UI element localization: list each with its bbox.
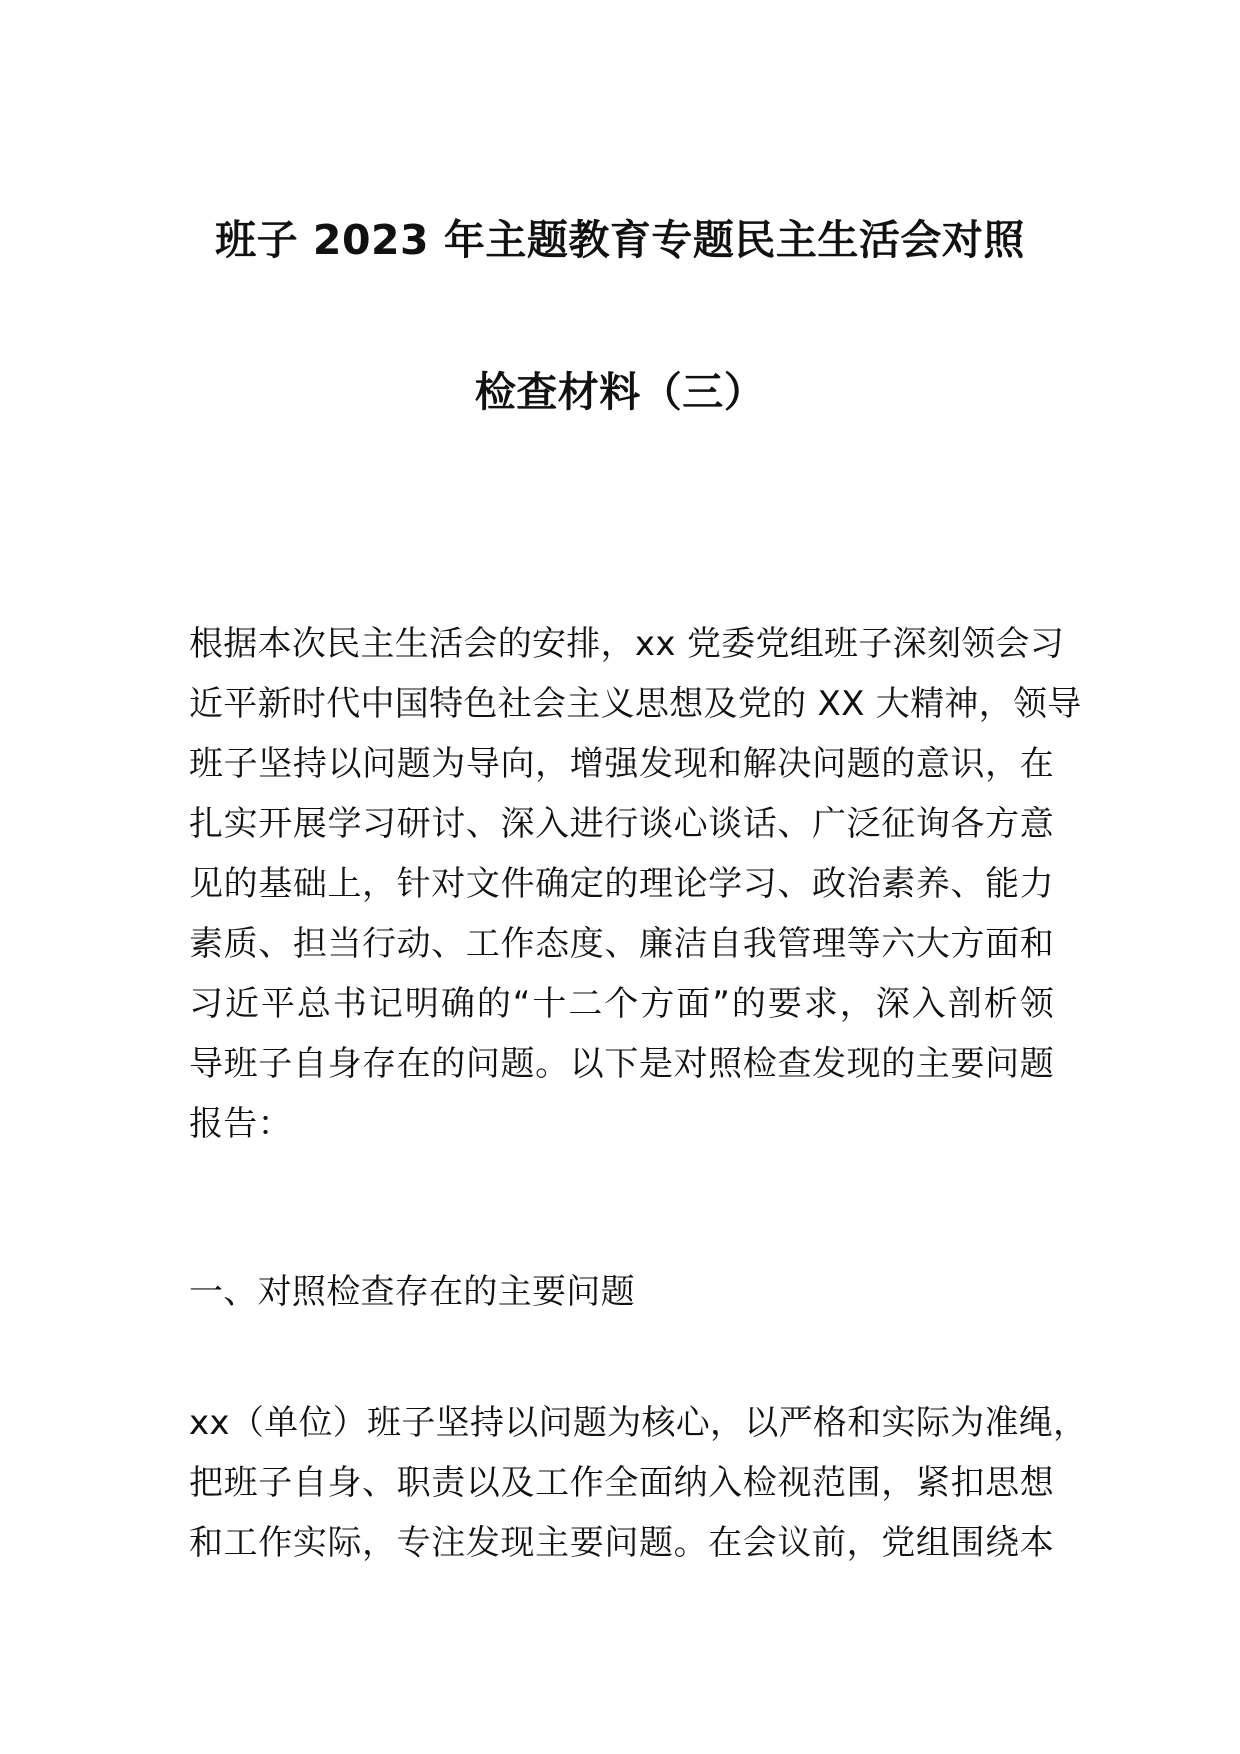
intro-line: 扎实开展学习研讨、深入进行谈心谈话、广泛征询各方意 (189, 804, 1054, 844)
document-title-line-1: 班子 2023 年主题教育专题民主生活会对照 (215, 216, 1025, 264)
second-paragraph (189, 1393, 1088, 1573)
section-heading (189, 1262, 1054, 1322)
intro-line: 班子坚持以问题为导向，增强发现和解决问题的意识，在 (189, 744, 1054, 784)
second-paragraph-line: xx（单位）班子坚持以问题为核心，以严格和实际为准绳， (189, 1403, 1088, 1443)
intro-line: 见的基础上，针对文件确定的理论学习、政治素养、能力 (189, 864, 1054, 904)
intro-line: 习近平总书记明确的“十二个方面”的要求，深入剖析领 (189, 984, 1054, 1024)
intro-paragraph (189, 614, 1082, 1154)
intro-line: 素质、担当行动、工作态度、廉洁自我管理等六大方面和 (189, 924, 1054, 964)
second-paragraph-line: 和工作实际，专注发现主要问题。在会议前，党组围绕本 (189, 1523, 1054, 1563)
intro-line: 导班子自身存在的问题。以下是对照检查发现的主要问题 (189, 1044, 1054, 1084)
document-title-line-2: 检查材料（三） (474, 368, 766, 416)
second-paragraph-line: 把班子自身、职责以及工作全面纳入检视范围，紧扣思想 (189, 1463, 1054, 1503)
intro-line: 近平新时代中国特色社会主义思想及党的 XX 大精神，领导 (189, 684, 1082, 724)
intro-line: 根据本次民主生活会的安排，xx 党委党组班子深刻领会习 (189, 624, 1065, 664)
intro-line: 报告： (189, 1104, 292, 1144)
section-heading-text: 一、对照检查存在的主要问题 (189, 1272, 635, 1312)
